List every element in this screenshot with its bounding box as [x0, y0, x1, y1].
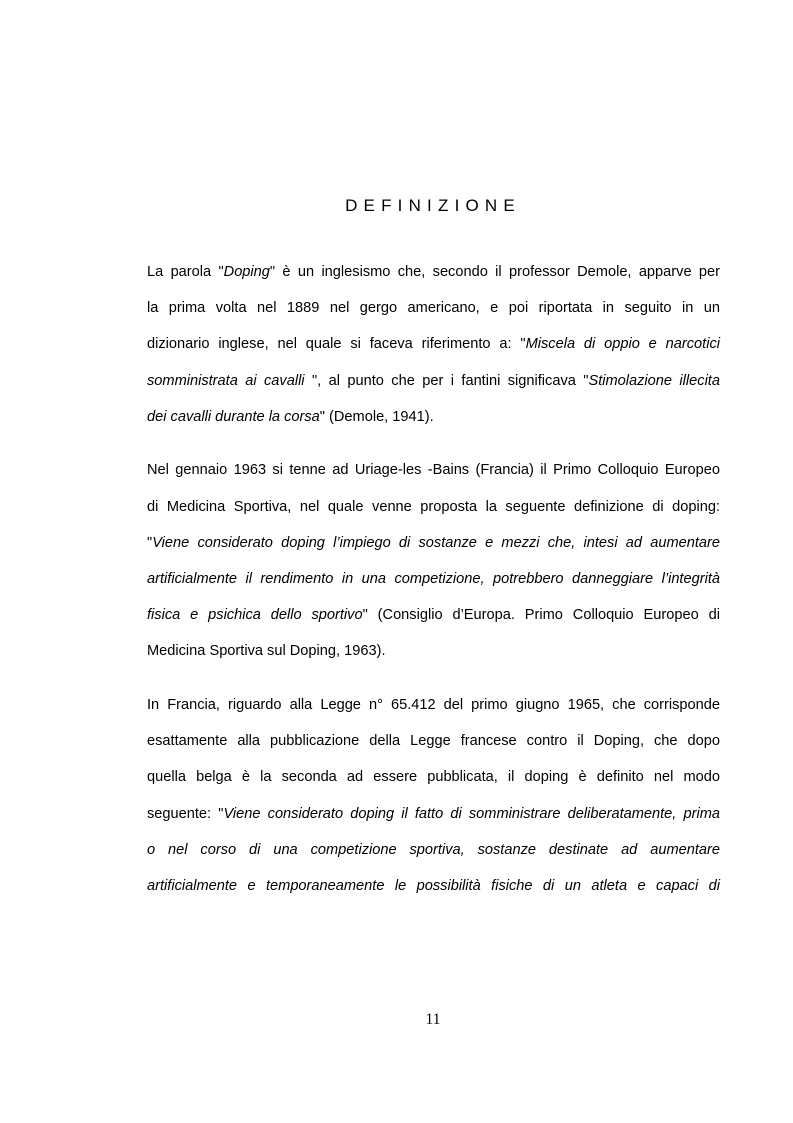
text-segment: La parola " [147, 264, 224, 280]
text-segment: " è un inglesismo che, secondo il professor Demole, apparve per [269, 264, 720, 280]
page-number: 11 [425, 1011, 441, 1028]
text-line [147, 868, 720, 904]
text-line [147, 399, 720, 435]
text-line [147, 326, 720, 362]
italic-text: artificialmente e temporaneamente le possibilità fisiche di un atleta e capaci di [147, 878, 720, 894]
text-line [147, 290, 720, 326]
italic-text: o nel corso di una competizione sportiva, sostanze destinate ad aumentare [147, 841, 720, 858]
page-title: DEFINIZIONE [345, 196, 521, 215]
text-line [147, 597, 720, 633]
text-segment: ", al punto che per i fantini significava " [304, 372, 589, 389]
text-segment: Nel gennaio 1963 si tenne ad Uriage-les -Bains (Francia) il Primo Colloquio Europeo [147, 462, 720, 479]
text-segment: esattamente alla pubblicazione della Legge francese contro il Doping, che dopo [147, 733, 720, 750]
italic-text: artificialmente il rendimento in una competizione, potrebbero danneggiare l’integrità [147, 571, 720, 587]
text-line [147, 723, 720, 759]
text-segment: seguente: " [147, 805, 224, 822]
text-segment: " (Consiglio d’Europa. Primo Colloquio Europeo di [362, 607, 720, 624]
text-segment: quella belga è la seconda ad essere pubblicata, il doping è definito nel modo [147, 769, 720, 786]
text-line [147, 759, 720, 795]
text-line [147, 363, 720, 399]
text-segment: " (Demole, 1941). [319, 408, 434, 425]
text-line [147, 452, 720, 488]
italic-text: dei cavalli durante la corsa [147, 408, 320, 425]
text-line [147, 832, 720, 868]
paragraph [147, 687, 720, 904]
text-line [147, 687, 720, 723]
italic-text: somministrata ai cavalli [147, 372, 305, 389]
text-segment: Medicina Sportiva sul Doping, 1963). [147, 643, 386, 660]
italic-text: Doping [223, 264, 270, 280]
document-body [147, 254, 720, 904]
italic-text: Viene considerato doping l’impiego di sostanze e mezzi che, intesi ad aumentare [152, 534, 720, 551]
text-line [147, 489, 720, 525]
text-segment: In Francia, riguardo alla Legge n° 65.412 del primo giugno 1965, che corrisponde [147, 697, 720, 714]
italic-text: Miscela di oppio e narcotici [525, 336, 720, 353]
paragraph [147, 452, 720, 669]
italic-text: Viene considerato doping il fatto di somministrare deliberatamente, prima [223, 805, 720, 822]
paragraph [147, 254, 720, 435]
text-line [147, 633, 720, 669]
text-segment: " [147, 534, 153, 551]
text-segment: dizionario inglese, nel quale si faceva riferimento a: " [147, 336, 526, 353]
text-line [147, 254, 720, 290]
text-line [147, 796, 720, 832]
text-segment: la prima volta nel 1889 nel gergo americano, e poi riportata in seguito in un [147, 300, 720, 317]
paragraph-gap [147, 435, 720, 453]
text-line [147, 561, 720, 597]
paragraph-gap [147, 670, 720, 688]
text-line [147, 525, 720, 561]
text-segment: di Medicina Sportiva, nel quale venne proposta la seguente definizione di doping: [147, 498, 720, 515]
italic-text: fisica e psichica dello sportivo [147, 607, 363, 624]
italic-text: Stimolazione illecita [588, 372, 720, 389]
